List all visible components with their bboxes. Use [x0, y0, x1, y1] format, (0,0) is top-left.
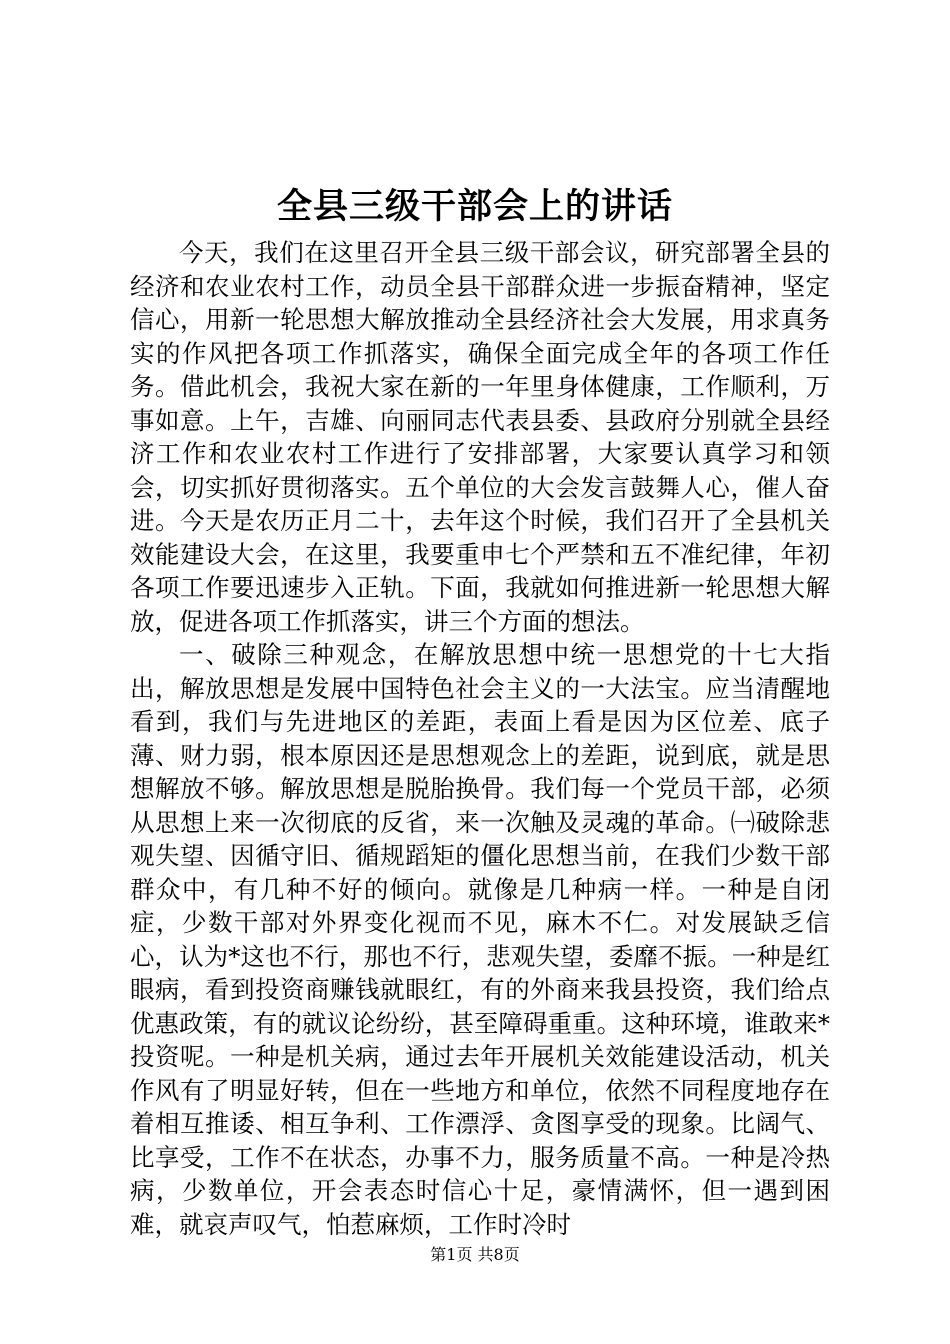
document-body: [130, 236, 830, 1241]
page-footer: 第1页 共8页: [430, 1245, 520, 1264]
paragraph-intro: 今天，我们在这里召开全县三级干部会议，研究部署全县的经济和农业农村工作，动员全县干部群众进一步振奋精神，坚定信心，用新一轮思想大解放推动全县经济社会大发展，用求真务实的作风把各项工作抓落实，确保全面完成全年的各项工作任务。借此机会，我祝大家在新的一年里身体健康，工作顺利，万事如意。上午，吉雄、向丽同志代表县委、县政府分别就全县经济工作和农业农村工作进行了安排部署，大家要认真学习和领会，切实抓好贯彻落实。五个单位的大会发言鼓舞人心，催人奋进。今天是农历正月二十，去年这个时候，我们召开了全县机关效能建设大会，在这里，我要重申七个严禁和五不准纪律，年初各项工作要迅速步入正轨。下面，我就如何推进新一轮思想大解放，促进各项工作抓落实，讲三个方面的想法。: [130, 238, 830, 636]
document-title: 全县三级干部会上的讲话: [276, 186, 673, 227]
paragraph-section-one: 一、破除三种观念，在解放思想中统一思想党的十七大指出，解放思想是发展中国特色社会主义的一大法宝。应当清醒地看到，我们与先进地区的差距，表面上看是因为区位差、底子薄、财力弱，根本原因还是思想观念上的差距，说到底，就是思想解放不够。解放思想是脱胎换骨。我们每一个党员干部，必须从思想上来一次彻底的反省，来一次触及灵魂的革命。㈠破除悲观失望、因循守旧、循规蹈矩的僵化思想当前，在我们少数干部群众中，有几种不好的倾向。就像是几种病一样。一种是自闭症，少数干部对外界变化视而不见，麻木不仁。对发展缺乏信心，认为*这也不行，那也不行，悲观失望，委靡不振。一种是红眼病，看到投资商赚钱就眼红，有的外商来我县投资，我们给点优惠政策，有的就议论纷纷，甚至障碍重重。这种环境，谁敢来*投资呢。一种是机关病，通过去年开展机关效能建设活动，机关作风有了明显好转，但在一些地方和单位，依然不同程度地存在着相互推诿、相互争利、工作漂浮、贪图享受的现象。比阔气、比享受，工作不在状态，办事不力，服务质量不高。一种是冷热病，少数单位，开会表态时信心十足，豪情满怀，但一遇到困难，就哀声叹气，怕惹麻烦，工作时冷时: [130, 640, 830, 1239]
